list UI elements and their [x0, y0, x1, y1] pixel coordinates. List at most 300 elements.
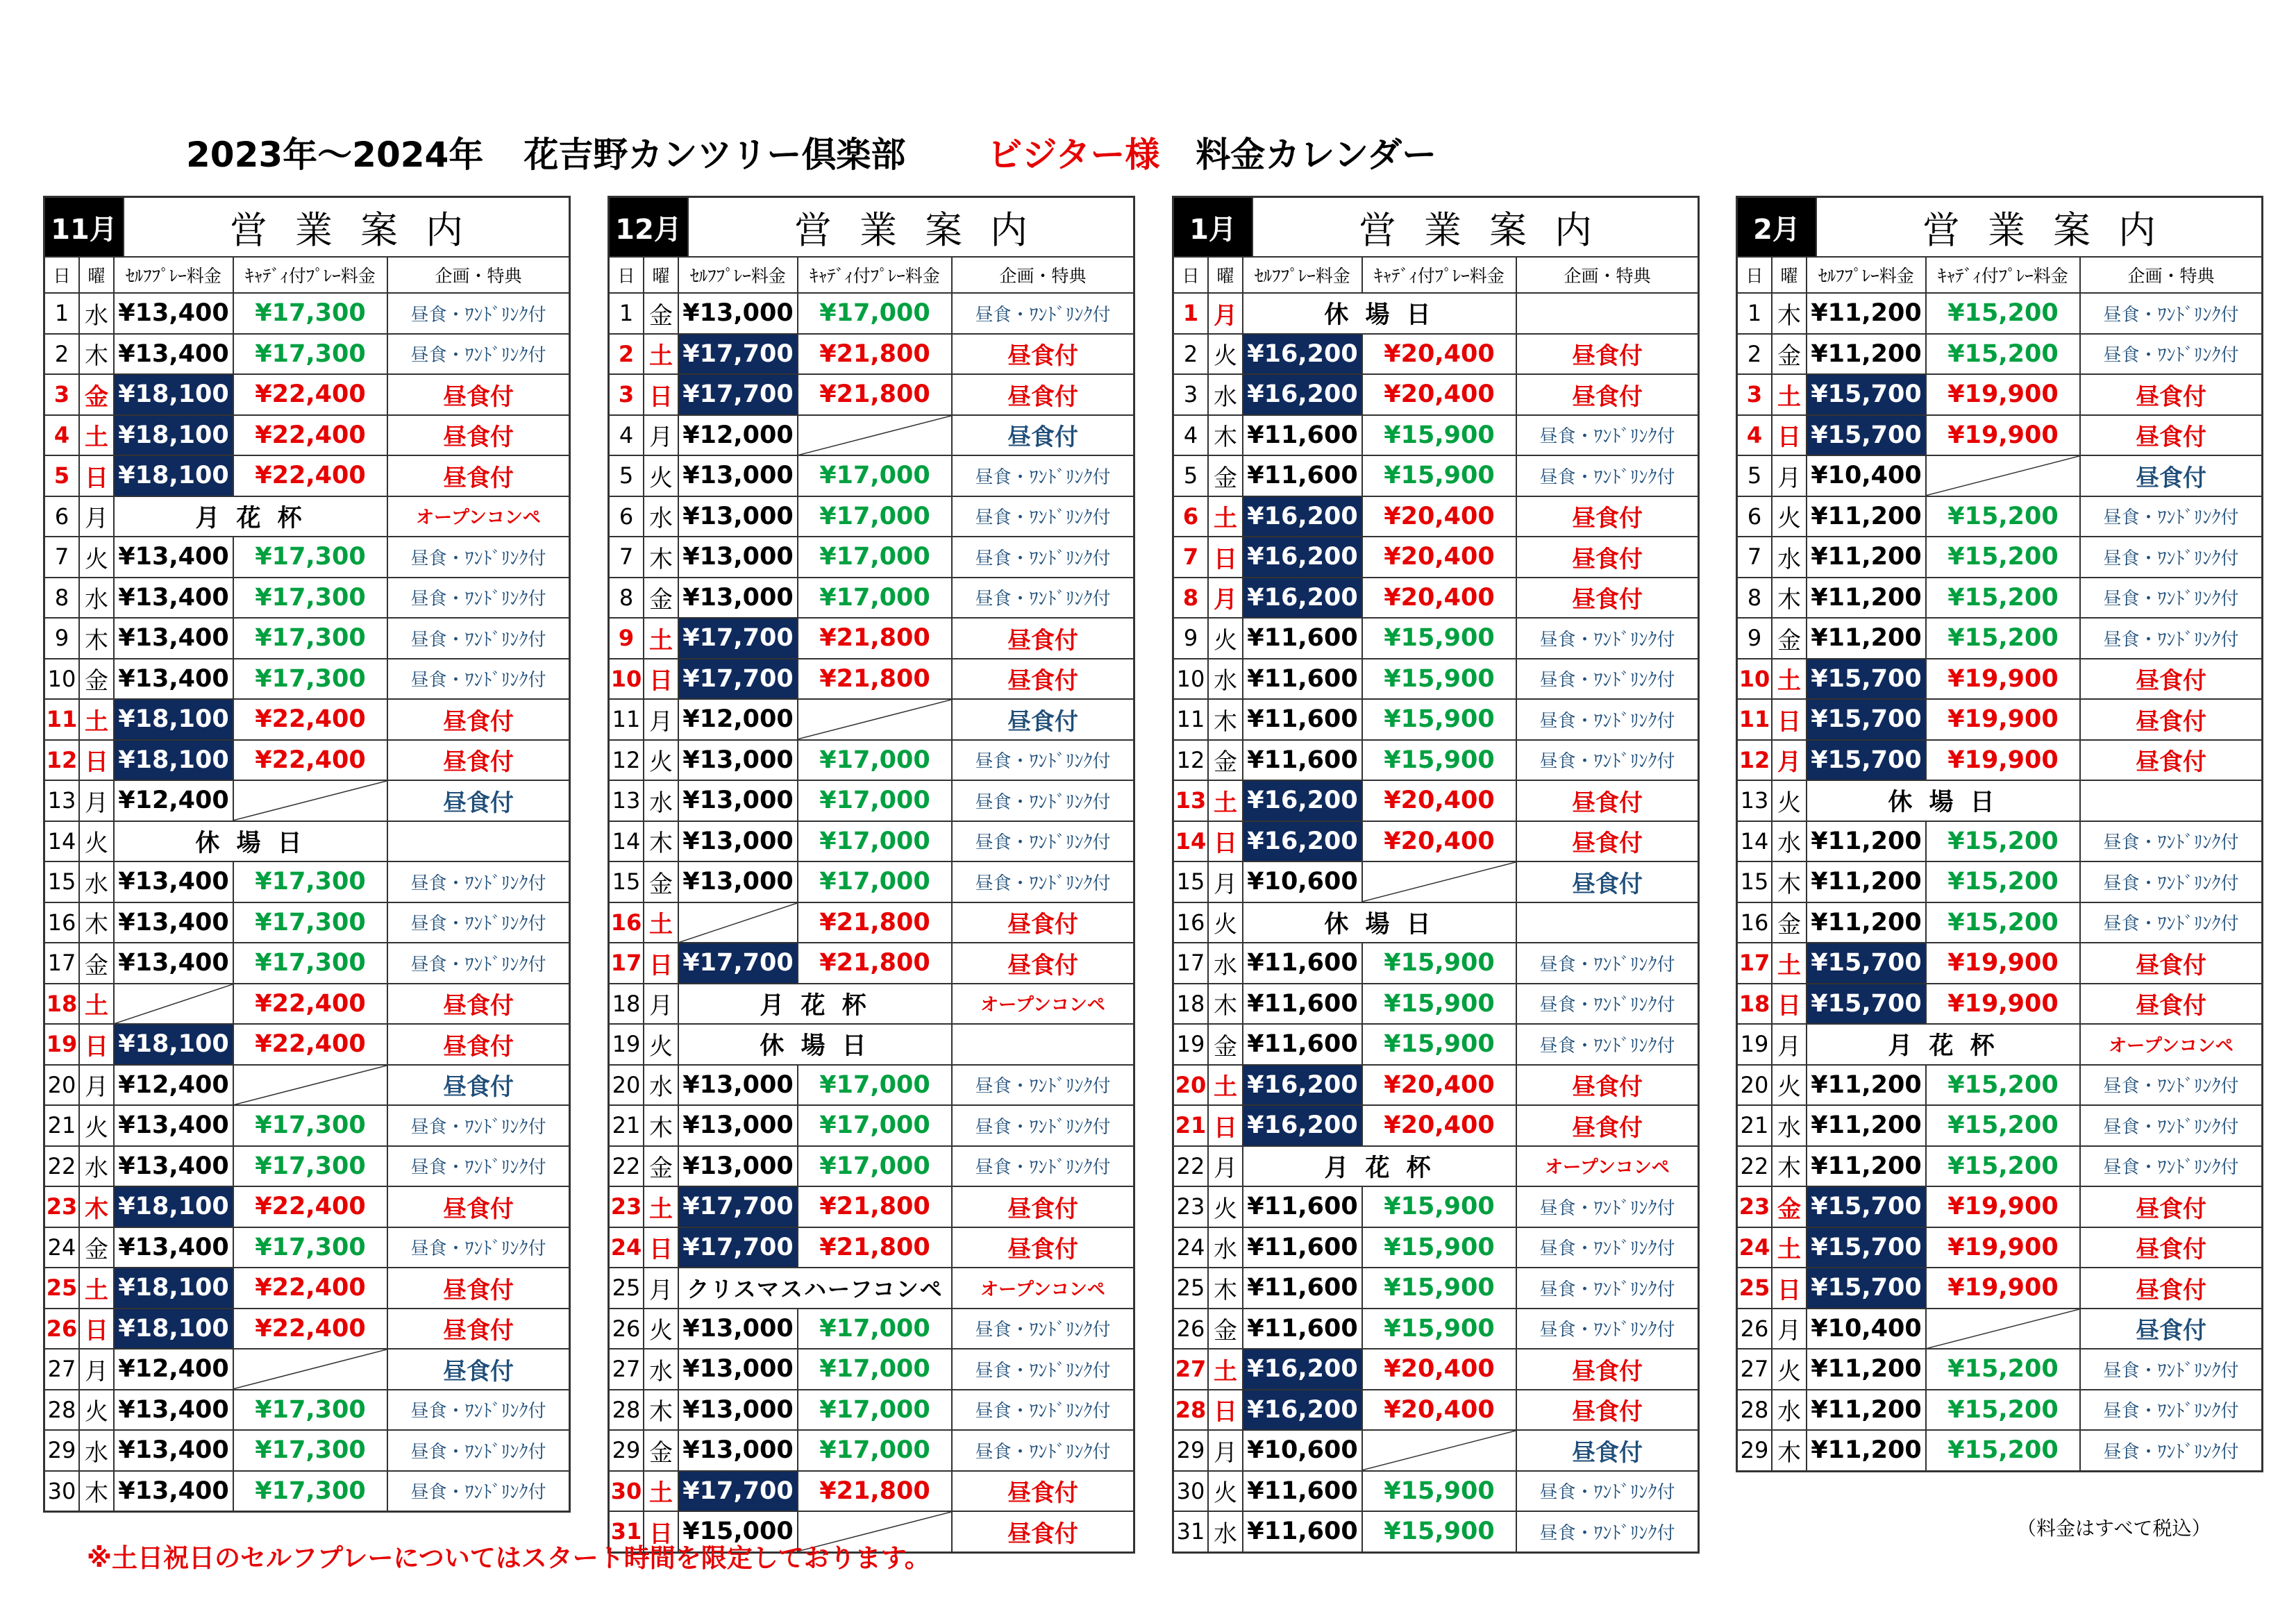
weekday: 日: [644, 1512, 679, 1551]
weekday: 金: [1773, 1187, 1807, 1227]
day-number: 6: [1738, 497, 1773, 537]
caddy-fee: ¥21,800: [798, 375, 953, 414]
day-number: 3: [1738, 375, 1773, 414]
perk: オープンコンペ: [980, 1279, 1105, 1300]
weekday: 日: [1773, 700, 1807, 739]
perk: 昼食付: [443, 1357, 514, 1386]
caddy-fee: ¥17,300: [234, 1228, 388, 1268]
column-headers: [1738, 258, 2261, 294]
day-number: 23: [610, 1187, 644, 1227]
weekday: 火: [80, 822, 115, 861]
self-fee: ¥10,400: [1807, 1309, 1927, 1349]
perk: 昼食・ﾜﾝﾄﾞﾘﾝｸ付: [410, 914, 546, 935]
table-row: [610, 456, 1133, 497]
weekday: 月: [644, 1268, 679, 1308]
weekday: 火: [1209, 619, 1243, 658]
month-table: [607, 196, 1135, 1554]
weekday: 月: [1209, 294, 1243, 333]
self-fee: ¥13,000: [679, 497, 798, 537]
perk: 昼食・ﾜﾝﾄﾞﾘﾝｸ付: [410, 629, 546, 650]
table-row: [1738, 335, 2261, 376]
self-fee: ¥11,600: [1243, 416, 1363, 455]
perk: 昼食付: [1007, 1520, 1078, 1548]
caddy-fee: ¥20,400: [1363, 1390, 1517, 1430]
caddy-fee: ¥17,300: [234, 335, 388, 374]
self-fee: ¥11,200: [1807, 1390, 1927, 1430]
perk: 昼食・ﾜﾝﾄﾞﾘﾝｸ付: [410, 1401, 546, 1422]
day-number: 30: [610, 1472, 644, 1511]
self-fee: ¥16,200: [1243, 822, 1363, 861]
weekday: 日: [1209, 1390, 1243, 1430]
day-number: 8: [45, 578, 80, 618]
caddy-fee: ¥17,300: [234, 1431, 388, 1470]
day-number: 2: [610, 335, 644, 374]
caddy-fee: ¥15,200: [1927, 537, 2081, 577]
self-fee: ¥18,100: [115, 1187, 234, 1227]
perk: 昼食・ﾜﾝﾄﾞﾘﾝｸ付: [2103, 507, 2239, 529]
perk: 昼食付: [443, 1317, 514, 1345]
table-row: [1174, 781, 1698, 822]
col-self-fee: ｾﾙﾌﾌﾟﾚｰ料金: [1243, 258, 1363, 292]
self-fee: ¥13,000: [679, 537, 798, 577]
weekday: 木: [644, 822, 679, 861]
self-fee: ¥11,600: [1243, 456, 1363, 496]
table-row: [1174, 335, 1698, 376]
table-row: [1738, 1349, 2261, 1390]
self-fee: ¥13,000: [679, 1349, 798, 1389]
day-number: 26: [1174, 1309, 1209, 1349]
table-row: [610, 375, 1133, 416]
day-number: 31: [610, 1512, 644, 1551]
self-fee: ¥11,600: [1243, 700, 1363, 739]
day-number: 8: [610, 578, 644, 618]
day-number: 7: [1174, 537, 1209, 577]
perk: 昼食・ﾜﾝﾄﾞﾘﾝｸ付: [975, 832, 1111, 854]
table-row: [45, 1066, 569, 1107]
table-row: [1738, 619, 2261, 659]
self-fee: ¥16,200: [1243, 537, 1363, 577]
table-row: [1174, 1431, 1698, 1472]
day-number: 16: [1174, 903, 1209, 943]
perk: 昼食付: [1572, 870, 1643, 898]
perk: 昼食・ﾜﾝﾄﾞﾘﾝｸ付: [975, 873, 1111, 894]
self-fee: ¥11,600: [1243, 1025, 1363, 1064]
self-fee: ¥13,000: [679, 1106, 798, 1145]
day-number: 28: [1738, 1390, 1773, 1430]
self-fee: ¥18,100: [115, 416, 234, 455]
table-row: [45, 1106, 569, 1147]
col-self-fee: ｾﾙﾌﾌﾟﾚｰ料金: [1807, 258, 1927, 292]
perk: 昼食付: [443, 1032, 514, 1061]
day-number: 25: [1738, 1268, 1773, 1308]
self-fee: ¥13,000: [679, 1309, 798, 1349]
perk: 昼食付: [1572, 382, 1643, 411]
table-row: [1174, 1106, 1698, 1147]
col-self-fee: ｾﾙﾌﾌﾟﾚｰ料金: [115, 258, 234, 292]
perk: 昼食付: [1572, 586, 1643, 614]
caddy-fee: ¥15,900: [1363, 416, 1517, 455]
perk: オープンコンペ: [2109, 1035, 2234, 1057]
caddy-fee: ¥17,000: [798, 1106, 953, 1145]
caddy-fee: ¥22,400: [234, 1025, 388, 1064]
table-row: [45, 294, 569, 335]
caddy-fee: ¥15,200: [1927, 1066, 2081, 1105]
table-row: [45, 537, 569, 578]
day-number: 4: [1738, 416, 1773, 455]
table-row: [610, 741, 1133, 782]
table-row: [1174, 700, 1698, 741]
perk: 昼食付: [1572, 789, 1643, 817]
weekday: 火: [1773, 497, 1807, 537]
event-name: クリスマスハーフコンペ: [679, 1268, 953, 1308]
perk: 昼食付: [1572, 830, 1643, 858]
caddy-fee: ¥19,900: [1927, 700, 2081, 739]
perk: 昼食・ﾜﾝﾄﾞﾘﾝｸ付: [1539, 629, 1675, 650]
weekday: 火: [644, 456, 679, 496]
self-fee: ¥11,600: [1243, 1228, 1363, 1268]
weekday: 木: [80, 903, 115, 943]
table-row: [45, 1025, 569, 1066]
table-row: [1174, 1512, 1698, 1551]
self-fee: ¥16,200: [1243, 1390, 1363, 1430]
table-row: [45, 1187, 569, 1228]
table-row: [1174, 1268, 1698, 1309]
weekday: 水: [644, 497, 679, 537]
self-fee: ¥13,000: [679, 1066, 798, 1105]
perk: 昼食・ﾜﾝﾄﾞﾘﾝｸ付: [1539, 1320, 1675, 1341]
table-row: [610, 1349, 1133, 1390]
self-fee: [679, 903, 798, 943]
col-weekday: 曜: [644, 258, 679, 292]
weekday: 月: [1773, 456, 1807, 496]
weekday: 木: [80, 619, 115, 658]
perk: 昼食・ﾜﾝﾄﾞﾘﾝｸ付: [2103, 304, 2239, 326]
column-headers: [1174, 258, 1698, 294]
day-number: 30: [45, 1472, 80, 1511]
self-fee: ¥17,700: [679, 1187, 798, 1227]
weekday: 金: [1773, 335, 1807, 374]
table-row: [45, 1472, 569, 1511]
perk: 昼食付: [443, 1195, 514, 1223]
caddy-fee: ¥22,400: [234, 984, 388, 1024]
table-row: [45, 659, 569, 700]
self-fee: ¥13,400: [115, 335, 234, 374]
table-row: [1174, 1066, 1698, 1107]
day-number: 6: [45, 497, 80, 537]
caddy-fee: ¥19,900: [1927, 416, 2081, 455]
table-row: [1738, 862, 2261, 903]
day-number: 12: [45, 741, 80, 780]
table-row: [1174, 537, 1698, 578]
table-row: [1738, 416, 2261, 457]
self-fee: ¥18,100: [115, 375, 234, 414]
weekday: 土: [644, 1187, 679, 1227]
weekday: 水: [80, 1147, 115, 1186]
perk: 昼食付: [2136, 1195, 2206, 1223]
caddy-fee: ¥17,000: [798, 1349, 953, 1389]
weekday: 火: [1209, 1472, 1243, 1511]
perk: 昼食付: [1572, 1438, 1643, 1467]
self-fee: ¥18,100: [115, 1268, 234, 1308]
caddy-fee: ¥20,400: [1363, 1066, 1517, 1105]
caddy-fee: [1927, 456, 2081, 496]
self-fee: ¥13,400: [115, 659, 234, 699]
table-row: [45, 456, 569, 497]
self-fee: ¥11,600: [1243, 659, 1363, 699]
caddy-fee: ¥17,300: [234, 903, 388, 943]
day-number: 9: [1174, 619, 1209, 658]
caddy-fee: ¥15,200: [1927, 1147, 2081, 1186]
perk: 昼食付: [443, 789, 514, 817]
self-fee: ¥16,200: [1243, 497, 1363, 537]
self-fee: ¥15,700: [1807, 1187, 1927, 1227]
title-visitor: ビジター様: [987, 135, 1160, 175]
caddy-fee: ¥17,000: [798, 1309, 953, 1349]
table-row: [1174, 375, 1698, 416]
day-number: 13: [1738, 781, 1773, 821]
weekday: 火: [1773, 1349, 1807, 1389]
table-row: [610, 781, 1133, 822]
day-number: 15: [610, 862, 644, 902]
weekday: 水: [1773, 822, 1807, 861]
weekday: 火: [1773, 781, 1807, 821]
caddy-fee: ¥17,000: [798, 1066, 953, 1105]
self-fee: ¥13,000: [679, 578, 798, 618]
perk: 昼食・ﾜﾝﾄﾞﾘﾝｸ付: [410, 1238, 546, 1260]
col-day: 日: [1174, 258, 1209, 292]
caddy-fee: ¥17,300: [234, 659, 388, 699]
self-fee: ¥12,400: [115, 1066, 234, 1105]
table-row: [1738, 1066, 2261, 1107]
caddy-fee: ¥20,400: [1363, 335, 1517, 374]
table-row: [610, 294, 1133, 335]
day-number: 25: [45, 1268, 80, 1308]
perk: 昼食・ﾜﾝﾄﾞﾘﾝｸ付: [975, 1076, 1111, 1098]
day-number: 3: [1174, 375, 1209, 414]
table-row: [1738, 1106, 2261, 1147]
month-header: [1174, 198, 1698, 258]
perk: 昼食・ﾜﾝﾄﾞﾘﾝｸ付: [1539, 1035, 1675, 1057]
day-number: 14: [1738, 822, 1773, 861]
self-fee: ¥13,000: [679, 781, 798, 821]
weekday: 土: [1209, 1349, 1243, 1389]
day-number: 16: [610, 903, 644, 943]
weekday: 日: [644, 1228, 679, 1268]
self-fee: ¥12,400: [115, 781, 234, 821]
table-row: [1738, 781, 2261, 822]
weekday: 日: [1773, 1268, 1807, 1308]
day-number: 23: [1738, 1187, 1773, 1227]
caddy-fee: ¥20,400: [1363, 537, 1517, 577]
perk: 昼食付: [2136, 464, 2206, 492]
perk: 昼食付: [443, 992, 514, 1020]
col-perk: 企画・特典: [1564, 266, 1651, 286]
table-row: [45, 1349, 569, 1390]
caddy-fee: ¥17,000: [798, 1431, 953, 1470]
table-row: [1738, 1390, 2261, 1431]
self-fee: ¥11,600: [1243, 1187, 1363, 1227]
table-row: [1738, 456, 2261, 497]
col-perk: 企画・特典: [999, 266, 1087, 286]
day-number: 17: [45, 943, 80, 983]
day-number: 29: [610, 1431, 644, 1470]
caddy-fee: ¥20,400: [1363, 1106, 1517, 1145]
self-fee: ¥15,700: [1807, 741, 1927, 780]
caddy-fee: ¥17,300: [234, 294, 388, 333]
table-row: [45, 781, 569, 822]
day-number: 7: [610, 537, 644, 577]
day-number: 4: [610, 416, 644, 455]
caddy-fee: ¥20,400: [1363, 822, 1517, 861]
weekday: 水: [80, 862, 115, 902]
perk: 昼食・ﾜﾝﾄﾞﾘﾝｸ付: [2103, 914, 2239, 935]
self-fee: ¥17,700: [679, 659, 798, 699]
self-fee: ¥11,600: [1243, 1472, 1363, 1511]
day-number: 19: [610, 1025, 644, 1064]
self-fee: ¥11,200: [1807, 1147, 1927, 1186]
perk: 昼食付: [443, 748, 514, 777]
month-label: 2月: [1738, 198, 1817, 256]
table-row: [1738, 1228, 2261, 1269]
caddy-fee: ¥21,800: [798, 619, 953, 658]
perk: 昼食付: [1572, 1113, 1643, 1142]
perk: 昼食・ﾜﾝﾄﾞﾘﾝｸ付: [2103, 1360, 2239, 1381]
weekday: 月: [80, 1349, 115, 1389]
table-row: [610, 1106, 1133, 1147]
col-caddy-fee: ｷｬﾃﾞｨ付ﾌﾟﾚｰ料金: [234, 258, 388, 292]
caddy-fee: ¥22,400: [234, 1309, 388, 1349]
weekday: 木: [1209, 416, 1243, 455]
table-row: [1174, 416, 1698, 457]
self-fee: ¥13,000: [679, 862, 798, 902]
day-number: 14: [610, 822, 644, 861]
table-row: [45, 984, 569, 1025]
weekday: 日: [1209, 1106, 1243, 1145]
table-row: [1174, 578, 1698, 619]
perk: 昼食・ﾜﾝﾄﾞﾘﾝｸ付: [410, 873, 546, 894]
caddy-fee: ¥15,200: [1927, 294, 2081, 333]
caddy-fee: ¥17,000: [798, 497, 953, 537]
caddy-fee: [798, 700, 953, 739]
self-fee: ¥13,400: [115, 1431, 234, 1470]
table-row: [45, 700, 569, 741]
table-row: [610, 1025, 1133, 1066]
weekday: 火: [1773, 1066, 1807, 1105]
perk: 昼食・ﾜﾝﾄﾞﾘﾝｸ付: [2103, 873, 2239, 894]
caddy-fee: ¥20,400: [1363, 781, 1517, 821]
day-number: 21: [1738, 1106, 1773, 1145]
day-number: 20: [1738, 1066, 1773, 1105]
self-fee: ¥18,100: [115, 1025, 234, 1064]
self-fee: ¥10,600: [1243, 1431, 1363, 1470]
event-name: 休 場 日: [1243, 903, 1517, 943]
perk: オープンコンペ: [416, 507, 541, 529]
self-fee: ¥11,200: [1807, 1349, 1927, 1389]
perk: 昼食付: [2136, 707, 2206, 736]
table-row: [45, 375, 569, 416]
weekday: 水: [1773, 1106, 1807, 1145]
table-row: [45, 1309, 569, 1350]
caddy-fee: ¥17,300: [234, 1106, 388, 1145]
table-row: [610, 700, 1133, 741]
perk: 昼食・ﾜﾝﾄﾞﾘﾝｸ付: [410, 548, 546, 569]
perk: 昼食付: [1572, 1073, 1643, 1102]
weekday: 土: [1209, 1066, 1243, 1105]
caddy-fee: ¥22,400: [234, 741, 388, 780]
table-row: [1174, 1187, 1698, 1228]
weekday: 日: [80, 741, 115, 780]
table-row: [45, 741, 569, 782]
self-fee: ¥11,200: [1807, 1066, 1927, 1105]
perk: 昼食付: [1007, 951, 1078, 979]
weekday: 金: [644, 1431, 679, 1470]
table-row: [1174, 1025, 1698, 1066]
perk: 昼食付: [1007, 626, 1078, 655]
weekday: 月: [644, 700, 679, 739]
self-fee: ¥16,200: [1243, 375, 1363, 414]
perk: 昼食・ﾜﾝﾄﾞﾘﾝｸ付: [975, 507, 1111, 529]
caddy-fee: ¥17,300: [234, 619, 388, 658]
weekday: 日: [80, 1025, 115, 1064]
section-title: 営業案内: [794, 208, 1055, 252]
self-fee: ¥18,100: [115, 1309, 234, 1349]
weekday: 金: [1209, 1025, 1243, 1064]
table-row: [610, 1228, 1133, 1269]
perk: 昼食・ﾜﾝﾄﾞﾘﾝｸ付: [2103, 1157, 2239, 1179]
weekday: 日: [1773, 416, 1807, 455]
perk: 昼食・ﾜﾝﾄﾞﾘﾝｸ付: [2103, 1076, 2239, 1098]
perk: 昼食付: [2136, 748, 2206, 777]
caddy-fee: ¥19,900: [1927, 1187, 2081, 1227]
day-number: 4: [1174, 416, 1209, 455]
weekday: 水: [80, 294, 115, 333]
self-fee: ¥15,700: [1807, 659, 1927, 699]
perk: 昼食・ﾜﾝﾄﾞﾘﾝｸ付: [975, 791, 1111, 813]
event-name: 月 花 杯: [679, 984, 953, 1024]
table-row: [610, 822, 1133, 863]
month-header: [45, 198, 569, 258]
day-number: 13: [1174, 781, 1209, 821]
weekday: 日: [644, 659, 679, 699]
day-number: 20: [610, 1066, 644, 1105]
day-number: 21: [610, 1106, 644, 1145]
self-fee: ¥13,400: [115, 1228, 234, 1268]
col-perk: 企画・特典: [435, 266, 522, 286]
event-name: 月 花 杯: [1243, 1147, 1517, 1186]
col-caddy-fee: ｷｬﾃﾞｨ付ﾌﾟﾚｰ料金: [1363, 258, 1517, 292]
day-number: 13: [610, 781, 644, 821]
caddy-fee: ¥21,800: [798, 335, 953, 374]
table-row: [610, 1472, 1133, 1513]
day-number: 27: [1174, 1349, 1209, 1389]
day-number: 11: [1174, 700, 1209, 739]
table-row: [1738, 943, 2261, 984]
table-row: [610, 1390, 1133, 1431]
month-header: [610, 198, 1133, 258]
col-perk: 企画・特典: [2127, 266, 2215, 286]
weekday: 土: [1773, 1228, 1807, 1268]
perk: 昼食・ﾜﾝﾄﾞﾘﾝｸ付: [1539, 995, 1675, 1016]
weekday: 水: [1773, 1390, 1807, 1430]
title-calendar: 料金カレンダー: [1196, 135, 1437, 175]
self-fee: ¥12,000: [679, 700, 798, 739]
day-number: 9: [610, 619, 644, 658]
self-fee: ¥16,200: [1243, 335, 1363, 374]
perk: 昼食・ﾜﾝﾄﾞﾘﾝｸ付: [1539, 670, 1675, 691]
table-row: [1738, 984, 2261, 1025]
caddy-fee: ¥17,000: [798, 537, 953, 577]
weekday: 月: [1773, 741, 1807, 780]
